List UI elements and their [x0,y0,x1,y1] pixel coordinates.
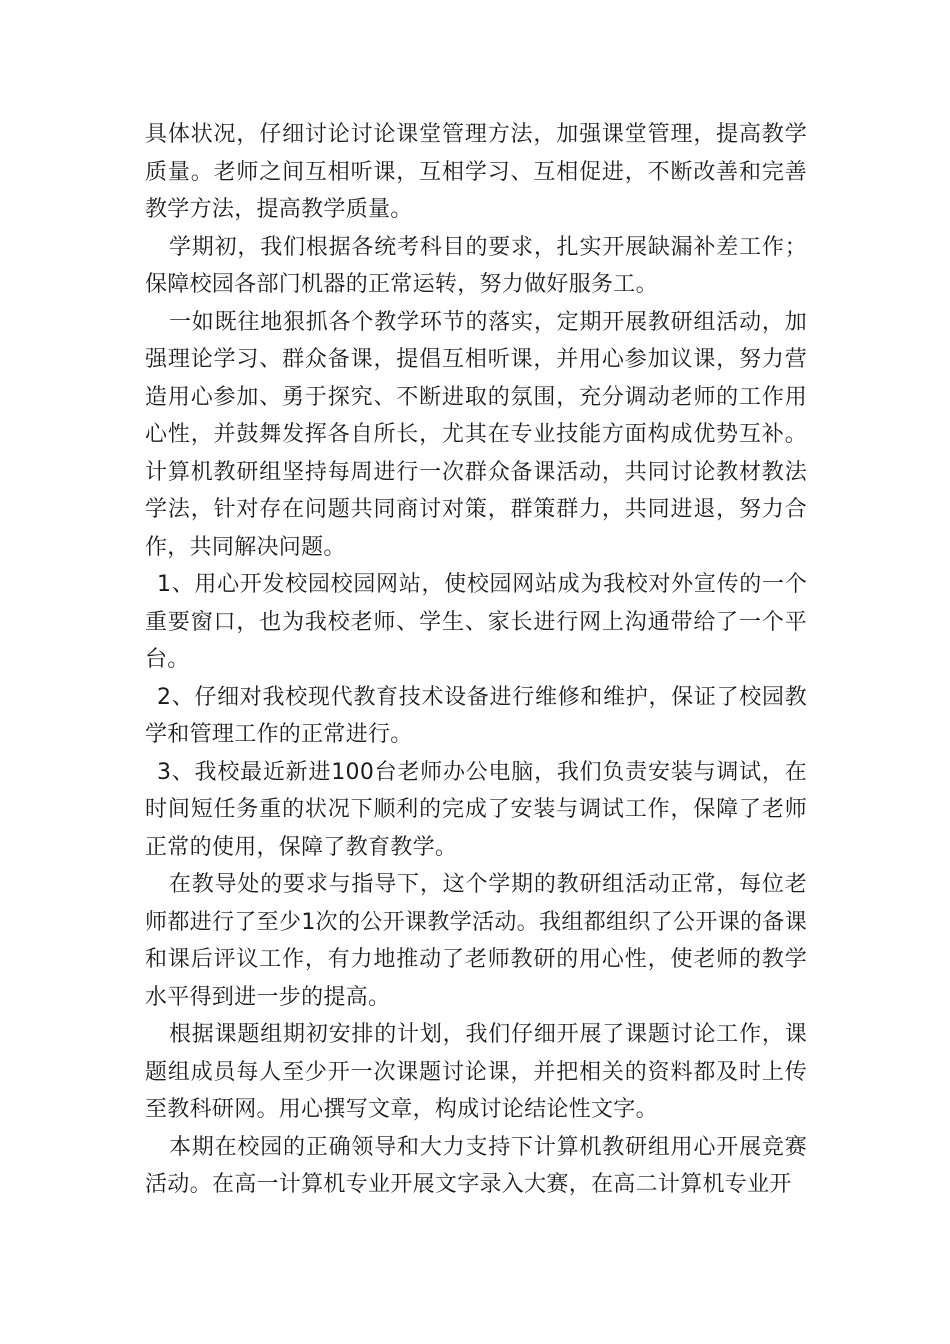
numbered-paragraph: 2、仔细对我校现代教育技术设备进行维修和维护，保证了校园教学和管理工作的正常进行。 [145,684,807,747]
paragraph: 一如既往地狠抓各个教学环节的落实，定期开展教研组活动，加强理论学习、群众备课，提倡互相听课，并用心参加议课，努力营造用心参加、勇于探究、不断进取的氛围，充分调动老师的工作用心性，并鼓舞发挥各自所长，尤其在专业技能方面构成优势互补。计算机教研组坚持每周进行一次群众备课活动，共同讨论教材教法学法，针对存在问题共同商讨对策，群策群力，共同进退，努力合作，共同解决问题。 [145,309,807,560]
paragraph: 在教导处的要求与指导下，这个学期的教研组活动正常，每位老师都进行了至少1次的公开课教学活动。我组都组织了公开课的备课和课后评议工作，有力地推动了老师教研的用心性，使老师的教学水平得到进一步的提高。 [145,872,807,1010]
paragraph: 学期初，我们根据各统考科目的要求，扎实开展缺漏补差工作；保障校园各部门机器的正常运转，努力做好服务工。 [145,234,807,297]
numbered-paragraph: 1、用心开发校园校园网站，使校园网站成为我校对外宣传的一个重要窗口，也为我校老师、学生、家长进行网上沟通带给了一个平台。 [145,572,807,672]
paragraph: 本期在校园的正确领导和大力支持下计算机教研组用心开展竞赛活动。在高一计算机专业开展文字录入大赛，在高二计算机专业开 [145,1134,807,1197]
paragraph: 根据课题组期初安排的计划，我们仔细开展了课题讨论工作，课题组成员每人至少开一次课题讨论课，并把相关的资料都及时上传至教科研网。用心撰写文章，构成讨论结论性文字。 [145,1022,807,1122]
paragraph: 具体状况，仔细讨论讨论课堂管理方法，加强课堂管理，提高教学质量。老师之间互相听课，互相学习、互相促进，不断改善和完善教学方法，提高教学质量。 [145,122,807,222]
numbered-paragraph: 3、我校最近新进100台老师办公电脑，我们负责安装与调试，在时间短任务重的状况下顺利的完成了安装与调试工作，保障了老师正常的使用，保障了教育教学。 [145,759,807,860]
document-body [145,116,807,1204]
